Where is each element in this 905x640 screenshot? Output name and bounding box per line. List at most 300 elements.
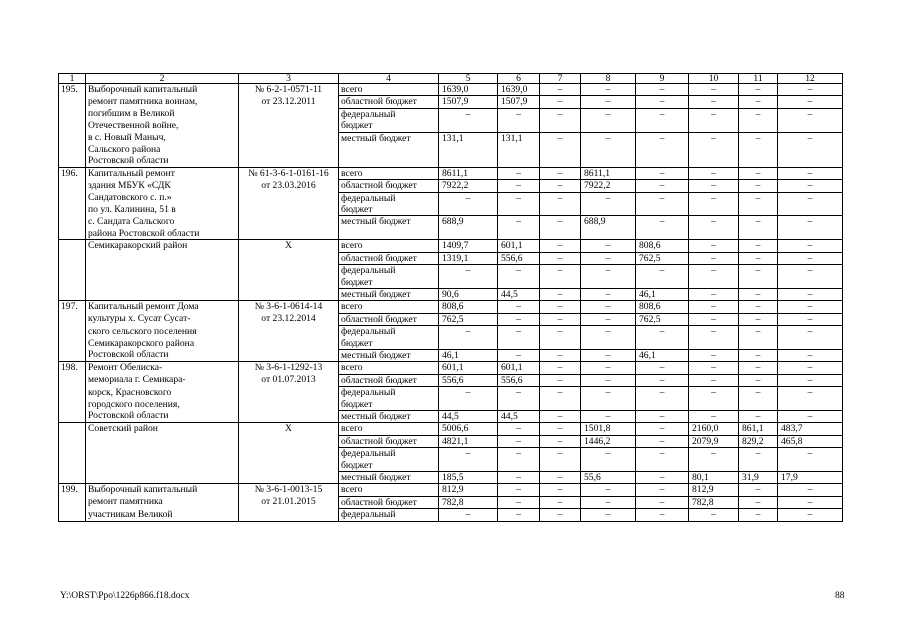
row-number: [59, 399, 86, 411]
object-name: культуры х. Сусат Сусат-: [86, 313, 239, 325]
table-body: [59, 84, 843, 522]
amount-cell: –: [778, 509, 843, 521]
amount-cell: 2160,0: [689, 423, 739, 435]
amount-cell: [498, 399, 540, 411]
document-number: от 23.03.2016: [239, 180, 339, 192]
amount-cell: –: [540, 496, 581, 508]
amount-cell: –: [581, 326, 636, 338]
table-row: [59, 204, 843, 216]
object-name: Ремонт Обелиска-: [86, 362, 239, 374]
amount-cell: [778, 204, 843, 216]
funding-source: областной бюджет: [339, 496, 439, 508]
object-name: [86, 277, 239, 289]
table-row: [59, 96, 843, 108]
amount-cell: –: [778, 326, 843, 338]
amount-cell: –: [498, 301, 540, 313]
row-number: [59, 448, 86, 460]
amount-cell: –: [636, 192, 689, 204]
amount-cell: –: [540, 387, 581, 399]
document-number: [239, 144, 339, 155]
amount-cell: –: [778, 252, 843, 264]
amount-cell: 131,1: [439, 132, 498, 144]
amount-cell: 90,6: [439, 288, 498, 300]
amount-cell: –: [581, 96, 636, 108]
amount-cell: –: [636, 484, 689, 496]
amount-cell: –: [689, 192, 739, 204]
amount-cell: –: [689, 84, 739, 96]
row-number: [59, 240, 86, 252]
amount-cell: 465,8: [778, 435, 843, 447]
table-row: [59, 435, 843, 447]
amount-cell: –: [739, 313, 778, 325]
table-row: [59, 277, 843, 289]
amount-cell: –: [540, 509, 581, 521]
amount-cell: –: [540, 252, 581, 264]
amount-cell: –: [498, 423, 540, 435]
row-number: [59, 435, 86, 447]
amount-cell: [439, 460, 498, 472]
funding-source: местный бюджет: [339, 288, 439, 300]
object-name: района Ростовской области: [86, 228, 239, 240]
object-name: ского сельского поселения: [86, 326, 239, 338]
amount-cell: –: [689, 326, 739, 338]
amount-cell: [498, 155, 540, 167]
table-row: [59, 423, 843, 435]
amount-cell: [581, 460, 636, 472]
amount-cell: –: [636, 108, 689, 120]
table-row: [59, 326, 843, 338]
amount-cell: –: [540, 216, 581, 228]
table-row: [59, 228, 843, 240]
amount-cell: [778, 399, 843, 411]
amount-cell: [498, 228, 540, 240]
amount-cell: –: [581, 288, 636, 300]
row-number: [59, 265, 86, 277]
amount-cell: 1446,2: [581, 435, 636, 447]
row-number: [59, 326, 86, 338]
amount-cell: –: [689, 313, 739, 325]
document-number: [239, 277, 339, 289]
amount-cell: [540, 338, 581, 350]
funding-source: областной бюджет: [339, 252, 439, 264]
object-name: Отечественной войне,: [86, 120, 239, 132]
document-number: Х: [239, 240, 339, 252]
amount-cell: 5006,6: [439, 423, 498, 435]
amount-cell: –: [581, 265, 636, 277]
amount-cell: 782,8: [689, 496, 739, 508]
amount-cell: –: [778, 362, 843, 374]
amount-cell: –: [540, 423, 581, 435]
funding-source: [339, 144, 439, 155]
amount-cell: [778, 277, 843, 289]
funding-source: федеральный: [339, 192, 439, 204]
amount-cell: 762,5: [636, 252, 689, 264]
object-name: [86, 460, 239, 472]
table-row: [59, 167, 843, 179]
amount-cell: [439, 144, 498, 155]
amount-cell: –: [581, 410, 636, 422]
document-page: [58, 73, 843, 522]
amount-cell: [739, 155, 778, 167]
amount-cell: –: [581, 349, 636, 361]
amount-cell: [439, 204, 498, 216]
amount-cell: [498, 277, 540, 289]
amount-cell: –: [689, 96, 739, 108]
amount-cell: [540, 144, 581, 155]
column-header-3: 3: [239, 74, 339, 84]
amount-cell: –: [636, 180, 689, 192]
table-row: [59, 349, 843, 361]
amount-cell: 556,6: [498, 252, 540, 264]
funding-source: бюджет: [339, 204, 439, 216]
row-number: [59, 155, 86, 167]
object-name: здания МБУК «СДК: [86, 180, 239, 192]
amount-cell: –: [778, 387, 843, 399]
amount-cell: 762,5: [439, 313, 498, 325]
amount-cell: –: [636, 216, 689, 228]
amount-cell: 1507,9: [498, 96, 540, 108]
amount-cell: [778, 155, 843, 167]
amount-cell: –: [739, 216, 778, 228]
amount-cell: –: [581, 362, 636, 374]
amount-cell: –: [689, 387, 739, 399]
amount-cell: –: [636, 84, 689, 96]
amount-cell: –: [778, 448, 843, 460]
document-number: [239, 399, 339, 411]
amount-cell: 1639,0: [498, 84, 540, 96]
amount-cell: [739, 120, 778, 132]
document-number: [239, 326, 339, 338]
amount-cell: 2079,9: [689, 435, 739, 447]
row-number: [59, 144, 86, 155]
object-name: Капитальный ремонт Дома: [86, 301, 239, 313]
amount-cell: –: [689, 265, 739, 277]
amount-cell: 185,5: [439, 472, 498, 484]
amount-cell: [778, 144, 843, 155]
amount-cell: –: [636, 410, 689, 422]
funding-source: федеральный: [339, 448, 439, 460]
table-row: [59, 460, 843, 472]
document-number: от 21.01.2015: [239, 496, 339, 508]
amount-cell: [689, 460, 739, 472]
amount-cell: –: [689, 288, 739, 300]
funding-source: областной бюджет: [339, 374, 439, 386]
funding-source: областной бюджет: [339, 96, 439, 108]
amount-cell: [581, 228, 636, 240]
amount-cell: –: [778, 265, 843, 277]
amount-cell: –: [739, 288, 778, 300]
amount-cell: [636, 228, 689, 240]
column-header-2: 2: [86, 74, 239, 84]
funding-source: областной бюджет: [339, 313, 439, 325]
amount-cell: 8611,1: [439, 167, 498, 179]
table-row: [59, 313, 843, 325]
amount-cell: 44,5: [498, 288, 540, 300]
amount-cell: –: [739, 84, 778, 96]
document-number: [239, 435, 339, 447]
table-row: [59, 301, 843, 313]
document-number: № 3-6-1-0013-15: [239, 484, 339, 496]
row-number: [59, 120, 86, 132]
row-number: [59, 288, 86, 300]
amount-cell: –: [540, 472, 581, 484]
amount-cell: –: [439, 509, 498, 521]
funding-source: бюджет: [339, 460, 439, 472]
amount-cell: [636, 155, 689, 167]
funding-source: [339, 228, 439, 240]
amount-cell: –: [636, 96, 689, 108]
amount-cell: –: [636, 435, 689, 447]
amount-cell: –: [778, 410, 843, 422]
amount-cell: [689, 228, 739, 240]
amount-cell: –: [636, 167, 689, 179]
amount-cell: [739, 144, 778, 155]
amount-cell: –: [540, 410, 581, 422]
amount-cell: –: [739, 96, 778, 108]
amount-cell: [636, 204, 689, 216]
table-row: [59, 180, 843, 192]
amount-cell: –: [540, 167, 581, 179]
object-name: Ростовской области: [86, 410, 239, 422]
table-row: [59, 252, 843, 264]
amount-cell: –: [778, 180, 843, 192]
document-number: Х: [239, 423, 339, 435]
page-number: 88: [835, 591, 845, 601]
object-name: Семикаракорского района: [86, 338, 239, 350]
document-number: от 23.12.2011: [239, 96, 339, 108]
amount-cell: –: [739, 484, 778, 496]
funding-source: всего: [339, 84, 439, 96]
amount-cell: [689, 155, 739, 167]
table-row: [59, 410, 843, 422]
column-header-10: 10: [689, 74, 739, 84]
amount-cell: [439, 338, 498, 350]
amount-cell: –: [689, 252, 739, 264]
amount-cell: –: [689, 301, 739, 313]
amount-cell: [689, 399, 739, 411]
amount-cell: [581, 399, 636, 411]
amount-cell: –: [739, 192, 778, 204]
amount-cell: –: [636, 509, 689, 521]
document-number: [239, 288, 339, 300]
document-number: [239, 460, 339, 472]
amount-cell: 601,1: [439, 362, 498, 374]
amount-cell: –: [540, 265, 581, 277]
table-row: [59, 108, 843, 120]
header-row: [59, 74, 843, 84]
amount-cell: –: [739, 240, 778, 252]
amount-cell: –: [778, 313, 843, 325]
amount-cell: 1319,1: [439, 252, 498, 264]
amount-cell: –: [540, 435, 581, 447]
document-number: [239, 410, 339, 422]
row-number: [59, 460, 86, 472]
row-number: [59, 228, 86, 240]
amount-cell: –: [689, 410, 739, 422]
amount-cell: –: [581, 496, 636, 508]
funding-source: всего: [339, 362, 439, 374]
object-name: с. Сандата Сальского: [86, 216, 239, 228]
amount-cell: –: [739, 496, 778, 508]
table-row: [59, 192, 843, 204]
document-number: [239, 509, 339, 521]
amount-cell: 812,9: [439, 484, 498, 496]
funding-source: областной бюджет: [339, 435, 439, 447]
amount-cell: –: [540, 288, 581, 300]
amount-cell: –: [540, 240, 581, 252]
funding-source: всего: [339, 167, 439, 179]
amount-cell: [689, 338, 739, 350]
amount-cell: 46,1: [636, 288, 689, 300]
amount-cell: 7922,2: [439, 180, 498, 192]
row-number: [59, 180, 86, 192]
object-name: погибшим в Великой: [86, 108, 239, 120]
amount-cell: –: [439, 448, 498, 460]
amount-cell: –: [636, 362, 689, 374]
amount-cell: 44,5: [439, 410, 498, 422]
row-number: [59, 313, 86, 325]
amount-cell: –: [778, 288, 843, 300]
amount-cell: –: [689, 108, 739, 120]
column-header-12: 12: [778, 74, 843, 84]
table-row: [59, 399, 843, 411]
amount-cell: –: [689, 167, 739, 179]
table-row: [59, 120, 843, 132]
amount-cell: –: [581, 313, 636, 325]
object-name: Советский район: [86, 423, 239, 435]
document-number: [239, 216, 339, 228]
funding-source: федеральный: [339, 265, 439, 277]
amount-cell: [439, 228, 498, 240]
amount-cell: 688,9: [439, 216, 498, 228]
object-name: Ростовской области: [86, 155, 239, 167]
row-number: [59, 423, 86, 435]
amount-cell: [739, 277, 778, 289]
document-number: [239, 448, 339, 460]
row-number: 195.: [59, 84, 86, 96]
amount-cell: 808,6: [636, 301, 689, 313]
amount-cell: 1409,7: [439, 240, 498, 252]
amount-cell: 762,5: [636, 313, 689, 325]
amount-cell: –: [739, 448, 778, 460]
column-header-7: 7: [540, 74, 581, 84]
document-number: № 6-2-1-0571-11: [239, 84, 339, 96]
amount-cell: 601,1: [498, 240, 540, 252]
amount-cell: –: [498, 180, 540, 192]
amount-cell: –: [540, 132, 581, 144]
column-header-9: 9: [636, 74, 689, 84]
document-number: [239, 338, 339, 350]
amount-cell: 4821,1: [439, 435, 498, 447]
funding-source: всего: [339, 484, 439, 496]
amount-cell: –: [778, 192, 843, 204]
column-header-4: 4: [339, 74, 439, 84]
object-name: в с. Новый Маныч,: [86, 132, 239, 144]
column-header-5: 5: [439, 74, 498, 84]
amount-cell: –: [540, 84, 581, 96]
amount-cell: 1639,0: [439, 84, 498, 96]
object-name: Капитальный ремонт: [86, 167, 239, 179]
amount-cell: [778, 460, 843, 472]
amount-cell: –: [498, 509, 540, 521]
funding-source: федеральный: [339, 509, 439, 521]
amount-cell: –: [581, 252, 636, 264]
amount-cell: [689, 277, 739, 289]
amount-cell: –: [540, 326, 581, 338]
table-row: [59, 472, 843, 484]
object-name: Выборочный капитальный: [86, 484, 239, 496]
amount-cell: –: [540, 96, 581, 108]
amount-cell: –: [439, 108, 498, 120]
row-number: [59, 338, 86, 350]
amount-cell: –: [498, 167, 540, 179]
funding-source: федеральный: [339, 108, 439, 120]
amount-cell: –: [540, 192, 581, 204]
amount-cell: –: [540, 448, 581, 460]
amount-cell: –: [439, 192, 498, 204]
amount-cell: –: [739, 252, 778, 264]
object-name: Семикаракорский район: [86, 240, 239, 252]
amount-cell: [778, 228, 843, 240]
object-name: Сандатовского с. п.»: [86, 192, 239, 204]
amount-cell: [540, 228, 581, 240]
amount-cell: [540, 399, 581, 411]
amount-cell: –: [739, 326, 778, 338]
funding-source: всего: [339, 240, 439, 252]
funding-source: федеральный: [339, 387, 439, 399]
amount-cell: [689, 144, 739, 155]
amount-cell: –: [540, 349, 581, 361]
amount-cell: [581, 338, 636, 350]
amount-cell: –: [778, 484, 843, 496]
column-header-1: 1: [59, 74, 86, 84]
amount-cell: [636, 399, 689, 411]
amount-cell: 556,6: [439, 374, 498, 386]
row-number: [59, 374, 86, 386]
amount-cell: –: [739, 349, 778, 361]
funding-source: бюджет: [339, 399, 439, 411]
row-number: [59, 216, 86, 228]
amount-cell: –: [498, 484, 540, 496]
amount-cell: [689, 204, 739, 216]
amount-cell: –: [778, 496, 843, 508]
document-number: [239, 472, 339, 484]
object-name: [86, 288, 239, 300]
amount-cell: –: [581, 448, 636, 460]
amount-cell: –: [739, 265, 778, 277]
amount-cell: –: [498, 326, 540, 338]
column-header-8: 8: [581, 74, 636, 84]
object-name: участникам Великой: [86, 509, 239, 521]
table-row: [59, 484, 843, 496]
table-row: [59, 132, 843, 144]
amount-cell: –: [540, 374, 581, 386]
amount-cell: –: [739, 387, 778, 399]
funding-source: федеральный: [339, 326, 439, 338]
amount-cell: –: [689, 374, 739, 386]
document-number: [239, 265, 339, 277]
amount-cell: –: [498, 108, 540, 120]
row-number: 196.: [59, 167, 86, 179]
row-number: [59, 496, 86, 508]
amount-cell: [581, 204, 636, 216]
row-number: 199.: [59, 484, 86, 496]
row-number: [59, 204, 86, 216]
amount-cell: –: [439, 326, 498, 338]
amount-cell: [540, 460, 581, 472]
object-name: [86, 252, 239, 264]
amount-cell: –: [581, 240, 636, 252]
